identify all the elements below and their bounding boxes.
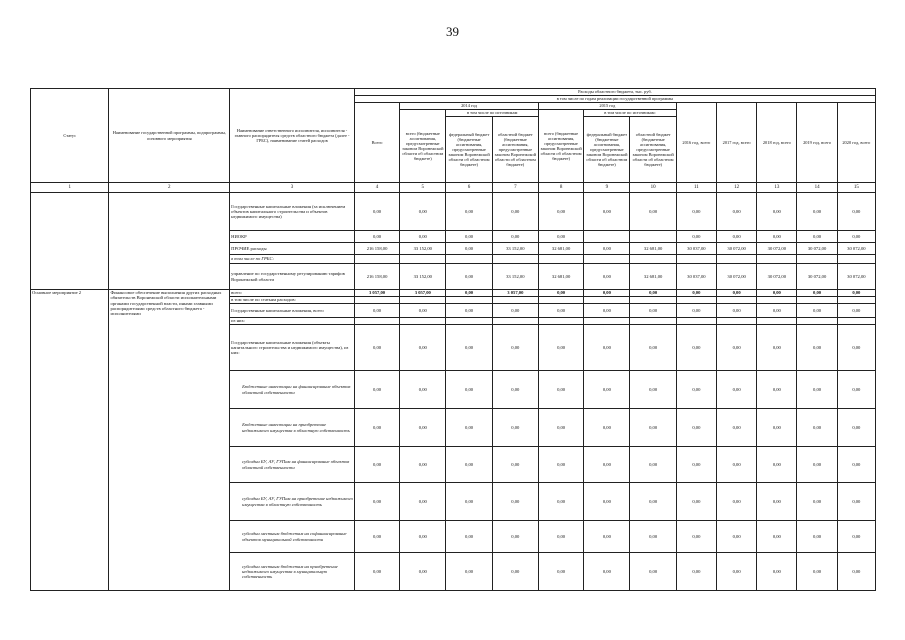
value-cell: 0,00 [676,290,716,297]
value-cell: 3 057,00 [354,290,399,297]
col-num: 15 [837,183,875,193]
value-cell [446,297,492,304]
value-cell [400,318,446,325]
status-cell-empty [31,193,109,290]
col-num: 8 [538,183,583,193]
value-cell: 0,00 [400,553,446,591]
header-2020: 2020 год, всего [837,103,875,183]
row-label: ПРОЧИЕ расходы [230,243,355,255]
value-cell: 0,00 [837,290,875,297]
value-cell: 0,00 [446,304,492,318]
value-cell: 0,00 [354,521,399,553]
value-cell: 0,00 [400,231,446,243]
col-num: 14 [797,183,837,193]
header-by-sources-2015: в том числе по источникам: [584,110,677,117]
value-cell: 216 158,00 [354,243,399,255]
col-num: 4 [354,183,399,193]
value-cell: 33 152,00 [492,264,538,290]
value-cell: 0,00 [354,483,399,521]
value-cell: 3 057,00 [492,290,538,297]
value-cell [400,255,446,264]
value-cell: 0,00 [538,290,583,297]
header-total: Всего [354,103,399,183]
value-cell [797,297,837,304]
value-cell [538,318,583,325]
value-cell: 0,00 [492,231,538,243]
value-cell: 0,00 [446,447,492,483]
value-cell: 0,00 [584,290,630,297]
value-cell: 0,00 [716,371,756,409]
value-cell: 0,00 [676,193,716,231]
header-regional-2015: областной бюджет (бюджетные ассигнования, предусмотренные законом Воронежской области об областном бюджете) [630,117,676,183]
row-label: Бюджетные инвестиции на приобретение недвижимого имущества в областную собственность [230,409,355,447]
value-cell: 0,00 [400,325,446,371]
value-cell: 0,00 [837,371,875,409]
value-cell: 0,00 [354,409,399,447]
row-label: субсидии местным бюджетам на приобретение недвижимого имущества в муниципальную собственность [230,553,355,591]
header-status: Статус [31,89,109,183]
value-cell [797,318,837,325]
value-cell: 0,00 [716,483,756,521]
value-cell: 0,00 [354,447,399,483]
value-cell: 0,00 [492,447,538,483]
col-num: 9 [584,183,630,193]
row-label: управление по государственному регулированию тарифов Воронежской области [230,264,355,290]
value-cell: 0,00 [400,409,446,447]
value-cell: 0,00 [584,447,630,483]
row-label: субсидии БУ, АУ, ГУПам на финансирование объектов областной собственности [230,447,355,483]
value-cell: 0,00 [757,447,797,483]
value-cell: 216 158,00 [354,264,399,290]
value-cell: 0,00 [837,447,875,483]
value-cell: 0,00 [716,231,756,243]
value-cell [446,318,492,325]
header-2018: 2018 год, всего [757,103,797,183]
header-program-name: Наименование государственной программы, подпрограммы, основного мероприятия [109,89,230,183]
value-cell [538,255,583,264]
value-cell: 0,00 [492,371,538,409]
value-cell: 0,00 [538,553,583,591]
value-cell [716,318,756,325]
value-cell [676,297,716,304]
value-cell [797,255,837,264]
value-cell: 0,00 [716,409,756,447]
value-cell: 0,00 [757,521,797,553]
value-cell: 0,00 [797,409,837,447]
value-cell: 0,00 [630,447,676,483]
value-cell [584,318,630,325]
value-cell: 0,00 [757,371,797,409]
value-cell: 0,00 [400,447,446,483]
row-label: Государственные капитальные вложения (за исключением объектов капитального строительства и объектов недвижимого имущества) [230,193,355,231]
row-label: субсидии БУ, АУ, ГУПам на приобретение недвижимого имущества в областную собственность [230,483,355,521]
header-regional-2014: областной бюджет (бюджетные ассигнования, предусмотренные законом Воронежской области об областном бюджете) [492,117,538,183]
value-cell: 0,00 [676,304,716,318]
value-cell [630,297,676,304]
value-cell: 30 072,00 [757,243,797,255]
table-row [31,290,876,297]
value-cell: 0,00 [538,409,583,447]
value-cell: 0,00 [716,553,756,591]
value-cell: 0,00 [797,483,837,521]
value-cell: 0,00 [446,290,492,297]
value-cell: 0,00 [446,231,492,243]
value-cell: 0,00 [446,521,492,553]
value-cell [630,255,676,264]
col-num: 12 [716,183,756,193]
budget-table [30,88,876,591]
value-cell [837,255,875,264]
value-cell: 0,00 [757,325,797,371]
value-cell: 0,00 [492,521,538,553]
value-cell: 0,00 [354,553,399,591]
value-cell: 0,00 [676,325,716,371]
value-cell [630,231,676,243]
value-cell: 30 072,00 [797,243,837,255]
table-row [31,193,876,231]
value-cell [492,318,538,325]
value-cell: 0,00 [354,304,399,318]
col-num: 7 [492,183,538,193]
value-cell: 0,00 [492,325,538,371]
value-cell: 0,00 [446,553,492,591]
value-cell: 0,00 [797,325,837,371]
value-cell: 0,00 [837,521,875,553]
value-cell: 0,00 [446,264,492,290]
value-cell [757,318,797,325]
value-cell: 0,00 [492,304,538,318]
col-num: 10 [630,183,676,193]
value-cell: 0,00 [538,447,583,483]
value-cell: 0,00 [630,483,676,521]
header-by-years: в том числе по годам реализации государственной программы [354,96,875,103]
value-cell: 0,00 [797,193,837,231]
value-cell [676,318,716,325]
row-label: Государственные капитальные вложения (объекты капитального строительства и недвижимого имущества), из них: [230,325,355,371]
value-cell: 0,00 [716,193,756,231]
value-cell: 0,00 [757,409,797,447]
value-cell [630,318,676,325]
col-num: 13 [757,183,797,193]
header-2017: 2017 год, всего [716,103,756,183]
value-cell: 0,00 [676,231,716,243]
value-cell: 0,00 [630,193,676,231]
row-label: НИОКР [230,231,355,243]
col-num: 3 [230,183,355,193]
value-cell: 0,00 [584,243,630,255]
value-cell: 0,00 [492,553,538,591]
value-cell [400,297,446,304]
value-cell [354,318,399,325]
value-cell: 0,00 [716,290,756,297]
value-cell: 0,00 [716,447,756,483]
value-cell: 0,00 [446,325,492,371]
value-cell: 0,00 [400,193,446,231]
value-cell: 0,00 [837,231,875,243]
value-cell: 0,00 [538,521,583,553]
value-cell: 0,00 [630,304,676,318]
value-cell: 0,00 [757,231,797,243]
value-cell: 0,00 [446,409,492,447]
value-cell: 32 681,00 [630,243,676,255]
col-num: 5 [400,183,446,193]
header-by-sources-2014: в том числе по источникам [446,110,539,117]
value-cell [538,297,583,304]
value-cell: 0,00 [446,483,492,521]
value-cell: 0,00 [400,304,446,318]
value-cell: 0,00 [584,483,630,521]
value-cell: 0,00 [584,409,630,447]
value-cell: 0,00 [538,483,583,521]
value-cell: 30 072,00 [757,264,797,290]
value-cell: 0,00 [837,325,875,371]
header-2019: 2019 год, всего [797,103,837,183]
value-cell: 0,00 [584,193,630,231]
value-cell: 0,00 [757,193,797,231]
value-cell: 0,00 [538,325,583,371]
row-label: Бюджетные инвестиции на финансирование объектов областной собственности [230,371,355,409]
value-cell [354,297,399,304]
value-cell: 0,00 [716,304,756,318]
value-cell: 0,00 [446,193,492,231]
value-cell: 0,00 [400,483,446,521]
value-cell: 0,00 [797,290,837,297]
value-cell: 3 057,00 [400,290,446,297]
value-cell: 33 152,00 [400,243,446,255]
value-cell [354,255,399,264]
value-cell: 0,00 [797,231,837,243]
value-cell: 33 152,00 [492,243,538,255]
value-cell: 0,00 [837,304,875,318]
value-cell [584,255,630,264]
col-num: 2 [109,183,230,193]
value-cell: 0,00 [837,193,875,231]
measure-name: Финансовое обеспечение выполнения других расходных обязательств Воронежской области исполнительными органами государственной власти, иными главными распорядителями средств областного бюджета - исполнителями [109,290,230,591]
value-cell: 0,00 [630,325,676,371]
value-cell [492,255,538,264]
col-num: 11 [676,183,716,193]
value-cell: 0,00 [538,231,583,243]
value-cell: 0,00 [538,371,583,409]
value-cell: 0,00 [757,290,797,297]
value-cell: 0,00 [676,553,716,591]
value-cell: 0,00 [630,553,676,591]
value-cell: 0,00 [584,521,630,553]
value-cell: 30 037,00 [676,264,716,290]
value-cell: 0,00 [797,521,837,553]
row-label: субсидии местным бюджетам на софинансирование объектов муниципальной собственности [230,521,355,553]
value-cell: 0,00 [400,521,446,553]
value-cell: 0,00 [837,409,875,447]
row-label: в том числе по статьям расходов: [230,297,355,304]
value-cell: 0,00 [354,193,399,231]
value-cell: 0,00 [354,371,399,409]
value-cell: 32 681,00 [538,264,583,290]
value-cell: 30 072,00 [797,264,837,290]
value-cell [837,297,875,304]
value-cell: 0,00 [492,483,538,521]
value-cell [837,318,875,325]
value-cell: 0,00 [630,371,676,409]
value-cell: 0,00 [676,409,716,447]
header-expenses: Расходы областного бюджета, тыс. руб. [354,89,875,96]
value-cell [676,255,716,264]
header-src-total-2015: всего (бюджетные ассигнования, предусмотренные законом Воронежской области об областном бюджете) [538,110,583,183]
value-cell: 0,00 [716,325,756,371]
value-cell: 0,00 [837,553,875,591]
value-cell: 0,00 [676,371,716,409]
header-federal-2014: федеральный бюджет (бюджетные ассигнования, предусмотренные законом Воронежской области об областном бюджете) [446,117,492,183]
col-num: 1 [31,183,109,193]
value-cell [584,297,630,304]
value-cell: 0,00 [630,521,676,553]
value-cell: 0,00 [797,371,837,409]
value-cell: 0,00 [584,553,630,591]
value-cell: 0,00 [492,193,538,231]
row-label: из них: [230,318,355,325]
value-cell: 0,00 [538,193,583,231]
value-cell: 30 072,00 [837,243,875,255]
value-cell [492,297,538,304]
value-cell: 0,00 [757,483,797,521]
value-cell: 0,00 [538,304,583,318]
header-federal-2015: федеральный бюджет (бюджетные ассигнования, предусмотренные законом Воронежской области об областном бюджете) [584,117,630,183]
value-cell: 0,00 [676,483,716,521]
value-cell: 30 072,00 [837,264,875,290]
header-2016: 2016 год, всего [676,103,716,183]
row-label: в том числе по ГРБС: [230,255,355,264]
value-cell [446,255,492,264]
value-cell: 0,00 [584,304,630,318]
value-cell: 0,00 [354,231,399,243]
header-year-2014: 2014 год [400,103,539,110]
value-cell: 0,00 [676,521,716,553]
value-cell: 0,00 [446,243,492,255]
value-cell: 0,00 [354,325,399,371]
page-number: 39 [446,24,459,39]
value-cell: 0,00 [797,304,837,318]
value-cell: 0,00 [446,371,492,409]
value-cell: 0,00 [797,447,837,483]
name-cell-empty [109,193,230,290]
value-cell: 0,00 [797,553,837,591]
value-cell: 0,00 [584,371,630,409]
value-cell: 0,00 [492,409,538,447]
value-cell: 30 072,00 [716,243,756,255]
col-num: 6 [446,183,492,193]
measure-status: Основное мероприятие 2 [31,290,109,591]
header-year-2015: 2015 год [538,103,676,110]
value-cell: 32 681,00 [630,264,676,290]
value-cell: 30 037,00 [676,243,716,255]
row-label: всего [230,290,355,297]
header-executor: Наименование ответственного исполнителя, исполнителя - главного распорядителя средств областного бюджета (далее - ГРБС), наименование статей расходов [230,89,355,183]
value-cell [716,297,756,304]
value-cell: 0,00 [837,483,875,521]
value-cell: 33 152,00 [400,264,446,290]
header-src-total-2014: всего (бюджетные ассигнования, предусмотренные законом Воронежской области об областном бюджете) [400,110,446,183]
value-cell [757,255,797,264]
row-label: Государственные капитальные вложения, всего [230,304,355,318]
value-cell [716,255,756,264]
value-cell: 0,00 [676,447,716,483]
value-cell: 0,00 [716,521,756,553]
value-cell: 0,00 [630,409,676,447]
value-cell: 0,00 [757,304,797,318]
value-cell [757,297,797,304]
value-cell: 0,00 [400,371,446,409]
value-cell: 0,00 [584,325,630,371]
value-cell: 32 681,00 [538,243,583,255]
value-cell: 0,00 [757,553,797,591]
value-cell: 30 072,00 [716,264,756,290]
value-cell: 0,00 [584,264,630,290]
value-cell: 0,00 [630,290,676,297]
value-cell [584,231,630,243]
